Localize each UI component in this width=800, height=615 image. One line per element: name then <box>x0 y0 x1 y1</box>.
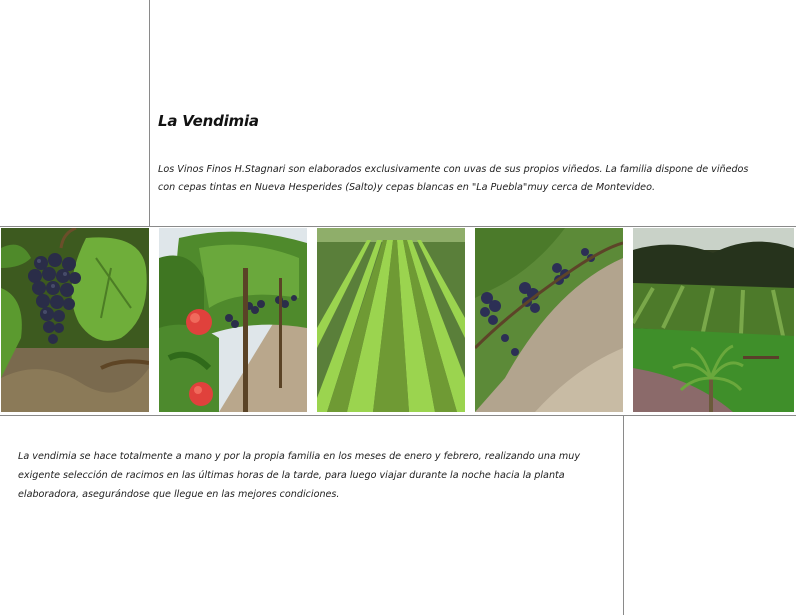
photo-estate-garden <box>633 228 794 412</box>
photo-strip <box>0 226 796 416</box>
photo-grapes-soil <box>475 228 623 412</box>
divider-line-left <box>149 0 150 228</box>
harvest-paragraph: La vendimia se hace totalmente a mano y por la propia familia en los meses de enero y febrero, realizando una muy exigente selección de racimos en las últimas horas de la tarde, para luego viajar durante la noche hacia la planta elaboradora, asegurándose que llegue en las mejores condiciones. <box>18 450 580 500</box>
photo-vineyard-roses <box>159 228 307 412</box>
intro-paragraph: Los Vinos Finos H.Stagnari son elaborados exclusivamente con uvas de sus propios viñedos. La familia dispone de viñedos con cepas tintas en Nueva Hesperides (Salto)y cepas blancas en "La Puebla"muy cerca de Montevideo. <box>158 163 749 193</box>
photo-grape-cluster <box>1 228 149 412</box>
photo-vineyard-rows <box>317 228 465 412</box>
divider-line-right <box>623 410 624 615</box>
page-title: La Vendimia <box>158 112 259 131</box>
